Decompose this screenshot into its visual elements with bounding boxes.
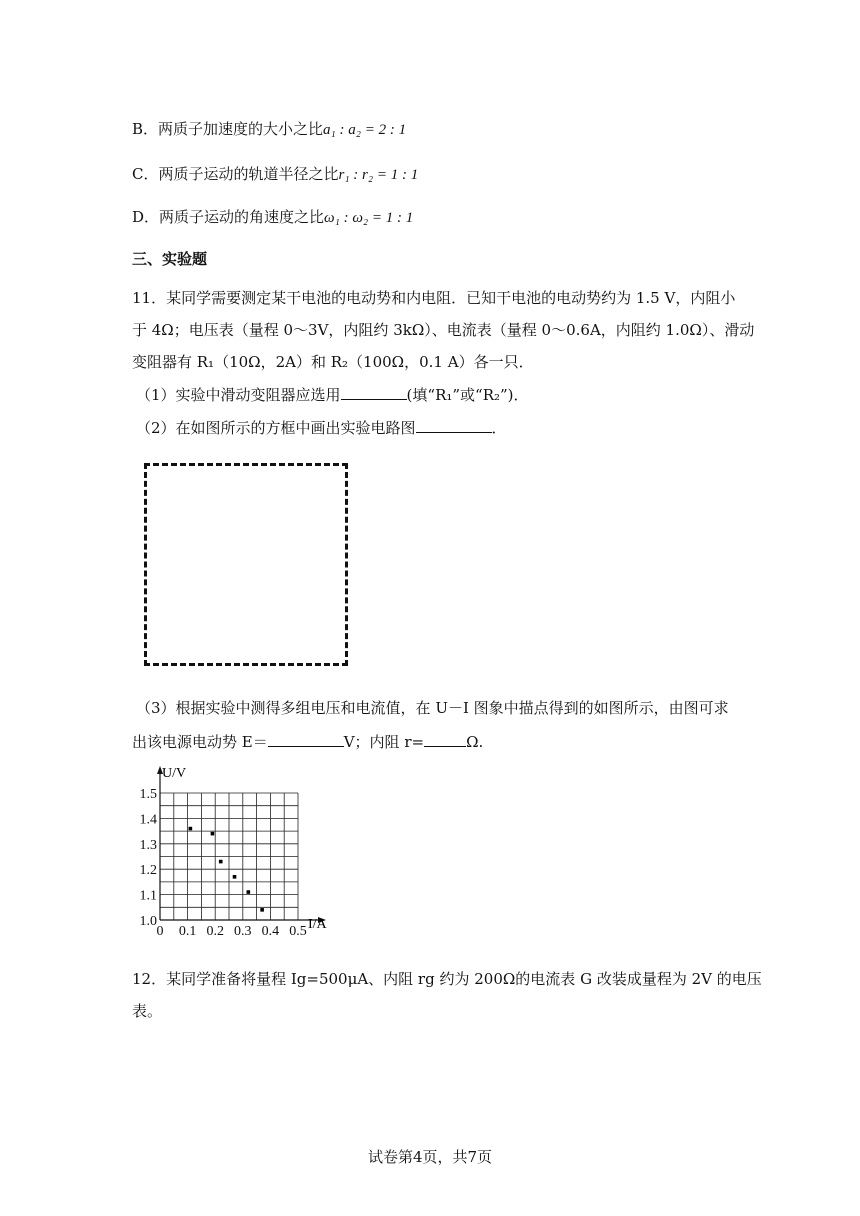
option-d: [132, 206, 413, 227]
q11-sub2-tail: ．: [491, 419, 507, 437]
x-tick-label: 0: [156, 924, 164, 939]
x-tick-label: 0.1: [178, 924, 197, 939]
q12-line-2: 表。: [132, 1002, 163, 1020]
chart-grid: [160, 793, 298, 920]
y-tick-label: 1.1: [139, 888, 157, 904]
q12-line-1: 12．某同学准备将量程 Ig=500μA、内阻 rg 约为 200Ω的电流表 G 改装成量程为 2V 的电压: [132, 970, 762, 988]
y-tick-label: 1.3: [139, 837, 157, 853]
page-footer: 试卷第4页，共7页: [367, 1148, 493, 1166]
y-tick-label: 1.4: [139, 812, 157, 828]
chart-tick-labels: [140, 787, 307, 939]
data-point: [260, 908, 264, 912]
u-i-chart: [128, 762, 338, 952]
q11-sub1-text: （1）实验中滑动变阻器应选用: [136, 386, 341, 404]
q11-sub2: [136, 417, 507, 438]
x-tick-label: 0.4: [261, 924, 280, 939]
data-point: [189, 827, 193, 831]
y-axis-label: U/V: [162, 766, 187, 781]
option-c-formula: r₁ : r₂ = 1 : 1: [338, 167, 419, 183]
y-tick-label: 1.0: [139, 914, 157, 929]
q11-sub2-text: （2）在如图所示的方框中画出实验电路图: [136, 419, 416, 437]
q11-sub3-line-1: （3）根据实验中测得多组电压和电流值，在 U－I 图象中描点得到的如图所示，由图可求: [136, 699, 729, 717]
x-tick-label: 0.2: [206, 924, 224, 939]
q11-sub3-text-c: Ω.: [466, 733, 484, 751]
q11-line-2: 于 4Ω；电压表（量程 0～3V，内阻约 3kΩ）、电流表（量程 0～0.6A，内阻约 1.0Ω）、滑动: [132, 321, 755, 339]
answer-blank-resistance[interactable]: [424, 732, 466, 747]
answer-blank-emf[interactable]: [268, 732, 344, 747]
circuit-drawing-box[interactable]: [144, 463, 348, 666]
x-tick-label: 0.5: [289, 924, 307, 939]
option-d-formula: ω₁ : ω₂ = 1 : 1: [324, 210, 414, 226]
chart-axes: [157, 766, 326, 923]
q11-line-3: 变阻器有 R₁（10Ω，2A）和 R₂（100Ω，0.1 A）各一只．: [132, 353, 534, 371]
y-tick-label: 1.5: [139, 787, 157, 802]
option-c: [132, 163, 418, 184]
x-axis-label: I/A: [308, 917, 327, 932]
q11-line-1: 11．某同学需要测定某干电池的电动势和内电阻．已知干电池的电动势约为 1.5 V，内阻小: [132, 289, 736, 307]
option-b-text: B．两质子加速度的大小之比: [132, 120, 324, 138]
x-tick-label: 0.3: [234, 924, 252, 939]
q11-sub1-tail: (填“R₁”或“R₂”)．: [406, 386, 529, 404]
answer-blank-2[interactable]: [416, 418, 492, 433]
option-b-formula: a₁ : a₂ = 2 : 1: [323, 122, 407, 138]
section-heading: 三、实验题: [132, 250, 208, 268]
option-b: [132, 118, 406, 139]
answer-blank-1[interactable]: [341, 385, 407, 400]
y-tick-label: 1.2: [139, 863, 157, 879]
q11-sub3-line-2: [132, 731, 483, 752]
q11-sub3-text-b: V；内阻 r=: [343, 733, 425, 751]
data-point: [233, 875, 237, 879]
option-c-text: C．两质子运动的轨道半径之比: [132, 165, 339, 183]
data-point: [219, 860, 223, 864]
option-d-text: D．两质子运动的角速度之比: [132, 208, 325, 226]
data-point: [247, 890, 251, 894]
q11-sub1: [136, 384, 529, 405]
q11-sub3-text-a: 出该电源电动势 E＝: [132, 733, 268, 751]
data-point: [211, 832, 215, 836]
